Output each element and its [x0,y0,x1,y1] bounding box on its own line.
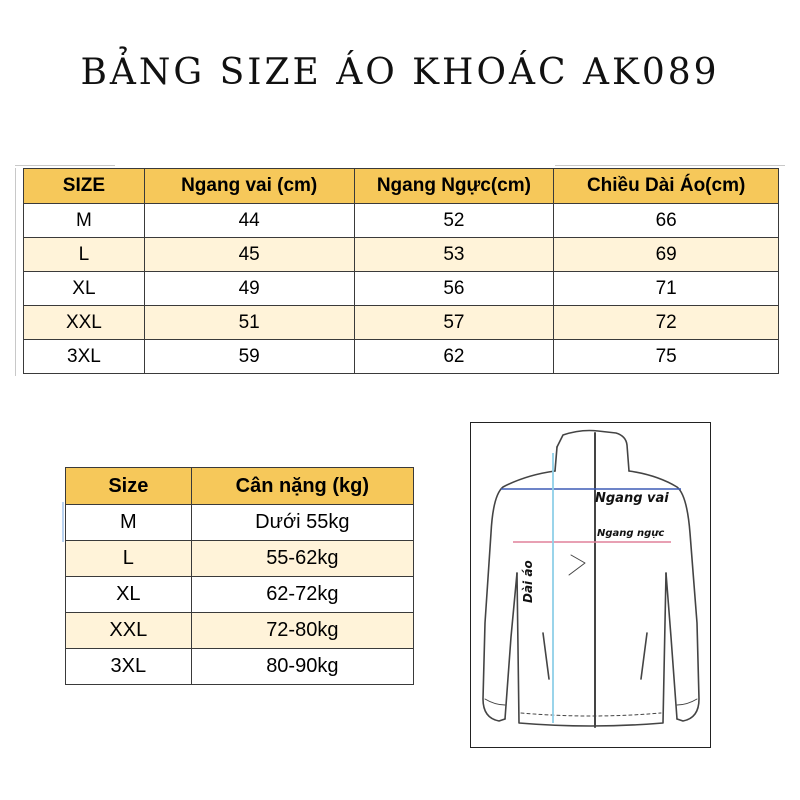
jacket-illustration [471,423,710,747]
shoulder-label: Ngang vai [595,491,669,506]
cell-size: L [24,238,145,272]
header-size: SIZE [24,169,145,204]
cell-chest: 57 [354,306,554,340]
size-weight-table [65,467,414,685]
cell-size: XXL [24,306,145,340]
table-row [24,272,779,306]
right-pocket [641,633,647,679]
grid-line [62,502,64,542]
cell-length: 69 [554,238,779,272]
table-header-row [66,468,414,505]
table-row [24,238,779,272]
cell-shoulder: 44 [144,204,354,238]
grid-line [555,165,785,166]
cell-size: XXL [66,613,192,649]
cell-size: L [66,541,192,577]
header-chest-width: Ngang Ngực(cm) [354,169,554,204]
cell-length: 72 [554,306,779,340]
cell-shoulder: 59 [144,340,354,374]
table-row [66,505,414,541]
chest-fold [569,555,585,575]
grid-line [15,165,115,166]
table-row [66,649,414,685]
jacket-measurement-diagram [470,422,711,748]
cell-shoulder: 49 [144,272,354,306]
header-weight: Cân nặng (kg) [191,468,413,505]
collar-outline [557,431,629,472]
cell-weight: 55-62kg [191,541,413,577]
cell-weight: Dưới 55kg [191,505,413,541]
cell-size: M [66,505,192,541]
left-pocket [543,633,549,679]
grid-line [15,168,16,376]
hem-stitching [521,713,661,716]
table-header-row [24,169,779,204]
table-row [24,340,779,374]
header-shirt-length: Chiều Dài Áo(cm) [554,169,779,204]
cell-length: 71 [554,272,779,306]
cell-size: M [24,204,145,238]
table-row [66,613,414,649]
chest-label: Ngang ngực [597,528,665,539]
cell-weight: 80-90kg [191,649,413,685]
cell-length: 66 [554,204,779,238]
cell-chest: 53 [354,238,554,272]
right-cuff [677,699,697,705]
table-row [66,541,414,577]
cell-size: XL [66,577,192,613]
table-row [66,577,414,613]
table-row [24,306,779,340]
size-measurement-table [23,168,779,374]
cell-chest: 56 [354,272,554,306]
right-sleeve-inner [666,573,677,719]
left-cuff [485,699,505,705]
cell-chest: 62 [354,340,554,374]
left-sleeve-inner [505,573,517,719]
cell-length: 75 [554,340,779,374]
cell-weight: 62-72kg [191,577,413,613]
body-outline [517,573,666,726]
length-label: Dài áo [521,560,535,603]
page-title: BẢNG SIZE ÁO KHOÁC AK089 [80,52,720,93]
cell-weight: 72-80kg [191,613,413,649]
cell-shoulder: 51 [144,306,354,340]
collar-left [555,447,557,471]
header-shoulder-width: Ngang vai (cm) [144,169,354,204]
table-row [24,204,779,238]
header-size: Size [66,468,192,505]
cell-size: 3XL [66,649,192,685]
cell-size: 3XL [24,340,145,374]
cell-chest: 52 [354,204,554,238]
cell-shoulder: 45 [144,238,354,272]
cell-size: XL [24,272,145,306]
